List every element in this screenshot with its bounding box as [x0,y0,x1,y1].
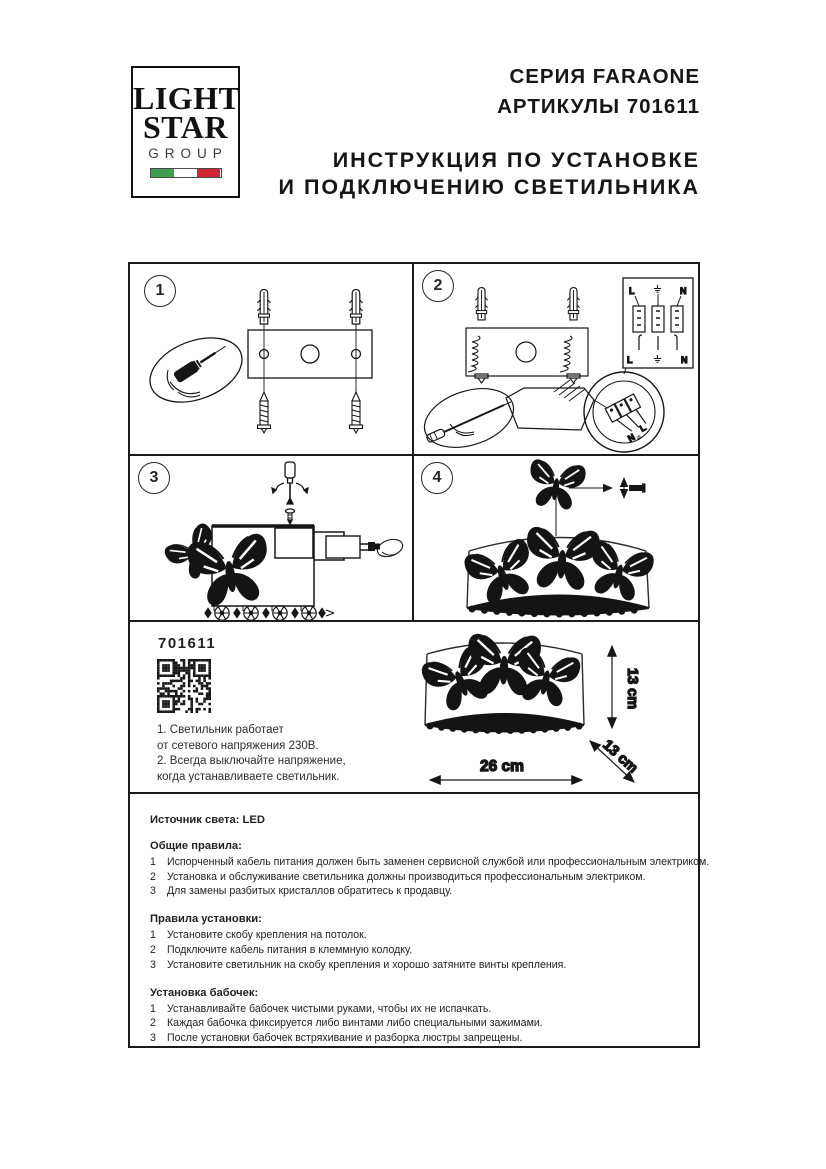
instruction-title-line2: И ПОДКЛЮЧЕНИЮ СВЕТИЛЬНИКА [278,175,700,199]
wall-anchor [567,288,579,320]
hand-with-connector [368,536,405,559]
wall-anchor [475,288,487,320]
rule-number: 2 [150,870,156,883]
flag-white [174,169,197,177]
rule-item [150,958,688,973]
rule-text: Устанавливайте бабочек чистыми руками, чтобы их не испачкать. [167,1002,492,1015]
series-title: СЕРИЯ FARAONE [509,65,700,88]
rule-number: 2 [150,944,156,957]
step-3-label: 3 [149,468,159,486]
mounting-bracket [248,330,372,378]
butterfly-decor [420,634,582,716]
step-2-panel [414,264,698,454]
rule-text: Установите светильник на скобу крепления и хорошо затяните винты крепления. [167,958,567,971]
rule-number: 1 [150,929,156,942]
dim-height-label: 13 cm [624,668,640,710]
earth-icon [654,285,661,292]
step-1-label: 1 [155,282,165,299]
mounting-screw [350,392,363,433]
logo-word-star: STAR [143,109,228,145]
step-4-diagram [414,456,696,629]
section-title-general: Общие правила: [150,839,242,852]
rule-number: 3 [150,1032,156,1045]
wire-label-n: N [626,431,637,444]
wiring-bottom-n: N [681,355,688,365]
safety-note-line: когда устанавливаете светильник. [157,770,340,783]
small-screw [286,509,295,524]
terminal-strips [633,306,683,332]
screwdriver-icon [272,462,308,504]
rule-text: Каждая бабочка фиксируется либо винтами либо специальными зажимами. [167,1017,543,1030]
rule-item [150,1016,688,1031]
step-3-number [138,462,170,494]
butterfly-being-attached [526,459,612,536]
step-2-number [422,270,454,302]
instruction-title-line1: ИНСТРУКЦИЯ ПО УСТАНОВКЕ [332,148,700,172]
dimension-depth [590,737,641,782]
step-4-label: 4 [432,468,442,486]
butterfly-decor [163,521,273,607]
rule-item [150,855,710,870]
wiring-top-n: N [680,286,687,296]
wire-label-l: L [638,422,648,434]
ceiling-canopy [506,380,617,430]
lightstar-logo [131,66,240,198]
safety-note-line: 1. Светильник работает [157,724,284,737]
dim-depth-label: 13 cm [599,737,641,777]
wall-anchor [350,290,363,325]
italian-flag-icon [150,168,222,178]
safety-note-line: от сетевого напряжения 230В. [157,739,319,752]
rule-text: После установки бабочек встряхивание и разборка люстры запрещены. [167,1032,523,1045]
wall-anchor [258,290,271,325]
rule-number: 1 [150,1002,156,1015]
article-title: АРТИКУЛЫ 701611 [497,95,700,118]
product-info-row [130,620,698,792]
rules-row [130,792,710,1046]
section-title-butterflies: Установка бабочек: [150,986,259,999]
rule-number: 3 [150,885,156,898]
step-2-label: 2 [433,277,443,294]
step-3-diagram [130,456,414,629]
crystal-fringe [425,713,584,733]
instruction-grid [128,262,710,1048]
step-4-panel [414,456,698,620]
rule-number: 2 [150,1017,156,1030]
rules-panel [130,794,710,1046]
dimension-width [430,758,582,780]
rule-text: Подключите кабель питания в клеммную колодку. [167,944,413,957]
flag-red [197,169,220,177]
rule-text: Установите скобу крепления на потолок. [167,929,367,942]
mounting-screw [258,392,271,433]
step-1-panel [130,264,414,454]
rule-item [150,884,688,899]
steps-row-2 [130,454,698,620]
rule-text: Для замены разбитых кристаллов обратитесь к продавцу. [167,885,453,898]
logo-word-group: GROUP [148,146,228,161]
rule-text: Установка и обслуживание светильника должны производиться профессиональным электриком. [167,870,646,883]
fixing-screw-icon [624,478,646,498]
dimension-height [612,646,640,728]
step-3-panel [130,456,414,620]
steps-row-1 [130,264,698,454]
section-title-install: Правила установки: [150,913,262,926]
wiring-bottom-l: L [627,355,633,365]
safety-note-line: 2. Всегда выключайте напряжение, [157,755,346,768]
flag-green [151,169,174,177]
dim-width-label: 26 cm [480,758,524,776]
earth-icon [654,355,661,362]
product-info-panel [130,622,698,792]
wiring-top-l: L [629,286,635,296]
rule-number: 3 [150,958,156,971]
step-2-diagram [414,264,696,462]
light-source: Источник света: LED [150,813,265,826]
terminal-detail-circle [584,372,664,452]
step-1-number [144,275,176,307]
hand-with-drill [141,326,251,415]
logo-word-light: LIGHT [133,80,241,116]
step-4-number [421,462,453,494]
hand-with-screwdriver [417,378,521,458]
rule-item [150,1031,688,1046]
document-titles [279,62,700,201]
wiring-diagram-box [623,278,693,374]
driver-box [314,532,368,560]
article-number: 701611 [158,635,217,653]
rule-text: Испорченный кабель питания должен быть заменен сервисной службой или профессиональным электриком. [167,855,710,868]
leader-line [624,368,626,374]
rule-item [150,943,688,958]
rule-item [150,870,688,885]
product-dimension-diagram [130,622,698,801]
rule-item [150,1002,688,1017]
rule-number: 1 [150,855,156,868]
crystal-strand [205,606,334,620]
rule-item [150,928,688,943]
